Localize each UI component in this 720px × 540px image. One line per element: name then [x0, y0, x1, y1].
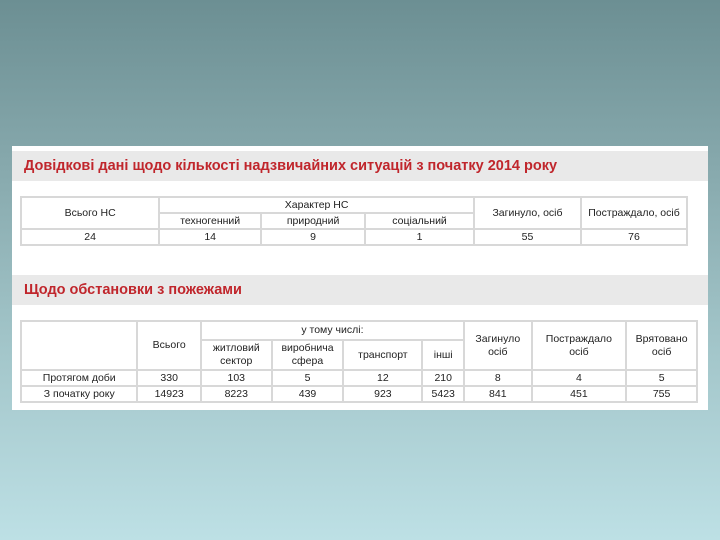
header-transport: транспорт: [343, 340, 422, 370]
table-cell: 923: [343, 386, 422, 402]
header-social: соціальний: [365, 213, 474, 229]
fires-table: [20, 320, 698, 403]
header-total-fires: Всього: [137, 321, 200, 370]
table-cell: 330: [137, 370, 200, 386]
table-cell: 1: [365, 229, 474, 245]
table-cell: 14: [159, 229, 261, 245]
table-cell: 12: [343, 370, 422, 386]
header-injured: Постраждало осіб: [532, 321, 627, 370]
header-techno: техногенний: [159, 213, 261, 229]
table-cell: 55: [474, 229, 581, 245]
header-died: Загинуло, осіб: [474, 197, 581, 229]
header-total-emergencies: Всього НС: [21, 197, 159, 229]
table-cell: 14923: [137, 386, 200, 402]
header-character: Характер НС: [159, 197, 474, 213]
section-title-fires: Щодо обстановки з пожежами: [12, 275, 708, 305]
table-cell: 5423: [422, 386, 464, 402]
table-cell: 76: [581, 229, 687, 245]
header-died: Загинуло осіб: [464, 321, 532, 370]
table-cell: 451: [532, 386, 627, 402]
header-rescued: Врятовано осіб: [626, 321, 697, 370]
header-residential: житловий сектор: [201, 340, 272, 370]
table-cell: 8223: [201, 386, 272, 402]
table-cell: 9: [261, 229, 365, 245]
emergencies-table: [20, 196, 688, 246]
table-cell: 755: [626, 386, 697, 402]
table-cell: 210: [422, 370, 464, 386]
content-panel: [12, 146, 708, 410]
table-cell: 103: [201, 370, 272, 386]
table-cell: 5: [272, 370, 344, 386]
row-label: З початку року: [21, 386, 137, 402]
header-natural: природний: [261, 213, 365, 229]
table-cell: 8: [464, 370, 532, 386]
header-other: інші: [422, 340, 464, 370]
table-cell: 4: [532, 370, 627, 386]
table-row: [21, 229, 687, 245]
table-row: [21, 386, 697, 402]
table-row: [21, 370, 697, 386]
table-cell: 439: [272, 386, 344, 402]
table-cell: 841: [464, 386, 532, 402]
row-label: Протягом доби: [21, 370, 137, 386]
header-injured: Постраждало, осіб: [581, 197, 687, 229]
header-including: у тому числі:: [201, 321, 464, 340]
table-cell: 5: [626, 370, 697, 386]
section-title-emergencies: Довідкові дані щодо кількості надзвичайних ситуацій з початку 2014 року: [12, 151, 708, 181]
header-empty: [21, 321, 137, 370]
header-industrial: виробнича сфера: [272, 340, 344, 370]
table-cell: 24: [21, 229, 159, 245]
